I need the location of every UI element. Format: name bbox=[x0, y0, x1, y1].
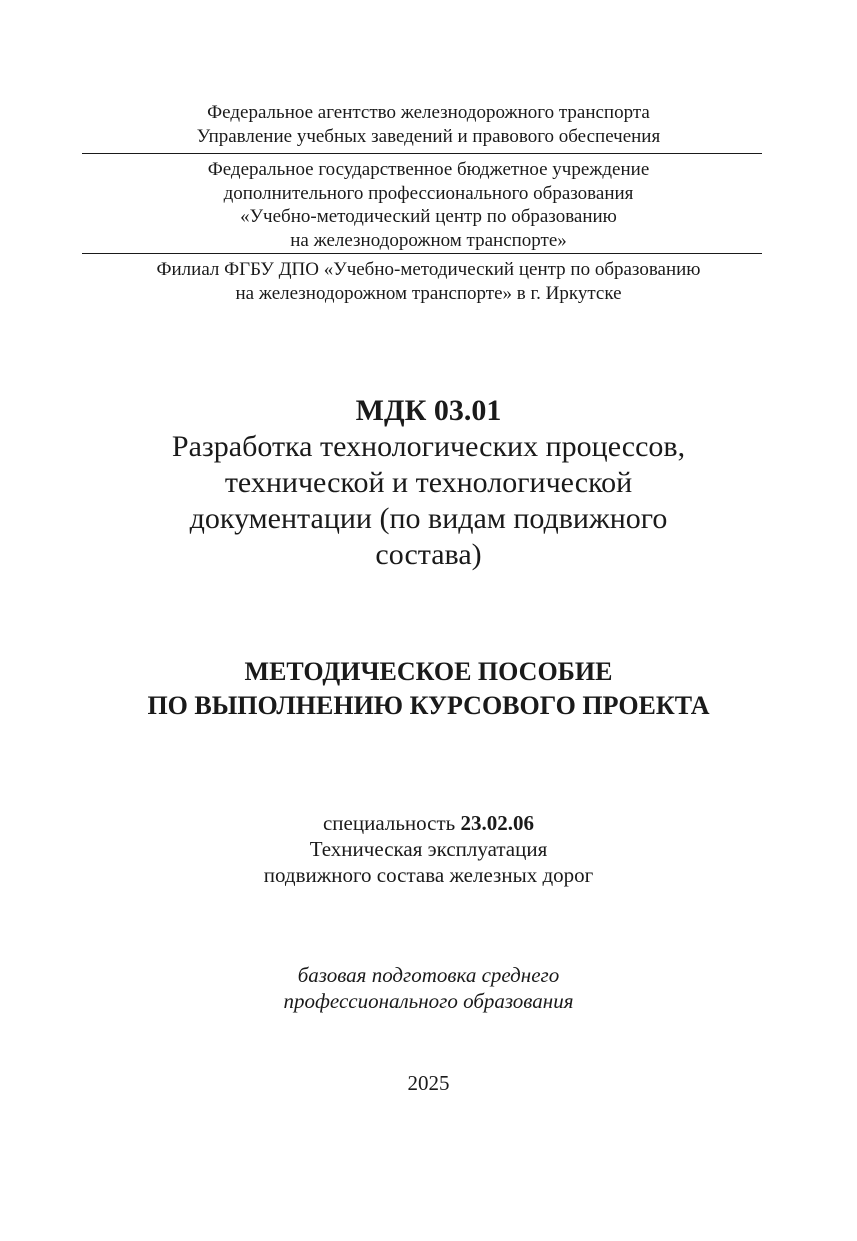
education-level-line: базовая подготовка среднего bbox=[297, 963, 560, 987]
institution-line: Федеральное государственное бюджетное учреждение bbox=[207, 159, 650, 180]
header-divider-top bbox=[82, 153, 762, 154]
agency-header bbox=[0, 101, 857, 149]
branch-line: Филиал ФГБУ ДПО «Учебно-методический центр по образованию bbox=[156, 259, 701, 280]
specialty-code: 23.02.06 bbox=[460, 811, 534, 835]
module-title-line: документации (по видам подвижного bbox=[189, 502, 668, 535]
institution-line: «Учебно-методический центр по образованию bbox=[240, 206, 617, 227]
agency-name: Федеральное агентство железнодорожного транспорта bbox=[207, 102, 650, 123]
module-title-line: Разработка технологических процессов, bbox=[171, 430, 686, 463]
module-code-text: МДК 03.01 bbox=[355, 394, 502, 427]
institution-line: на железнодорожном транспорте» bbox=[290, 229, 567, 251]
institution-header bbox=[0, 158, 857, 252]
header-divider-bottom bbox=[82, 253, 762, 254]
education-level-line: профессионального образования bbox=[283, 989, 574, 1013]
specialty-block bbox=[0, 810, 857, 888]
branch-line: на железнодорожном транспорте» в г. Иркутске bbox=[235, 283, 622, 304]
department-name: Управление учебных заведений и правового обеспечения bbox=[196, 126, 661, 147]
specialty-prefix: специальность bbox=[322, 811, 461, 835]
module-title bbox=[0, 429, 857, 573]
education-level bbox=[0, 962, 857, 1014]
specialty-name-line: Техническая эксплуатация bbox=[309, 837, 548, 861]
module-title-line: технической и технологической bbox=[224, 466, 633, 499]
module-code bbox=[0, 393, 857, 429]
branch-header bbox=[0, 258, 857, 306]
module-title-line: состава) bbox=[375, 538, 482, 571]
specialty-code-line bbox=[0, 810, 857, 836]
specialty-name-line: подвижного состава железных дорог bbox=[263, 863, 594, 887]
document-title-line: МЕТОДИЧЕСКОЕ ПОСОБИЕ bbox=[244, 657, 613, 686]
document-title bbox=[0, 655, 857, 723]
institution-line: дополнительного профессионального образования bbox=[223, 182, 634, 204]
document-title-line: ПО ВЫПОЛНЕНИЮ КУРСОВОГО ПРОЕКТА bbox=[147, 691, 710, 720]
year-text: 2025 bbox=[407, 1071, 450, 1095]
publication-year bbox=[0, 1070, 857, 1096]
